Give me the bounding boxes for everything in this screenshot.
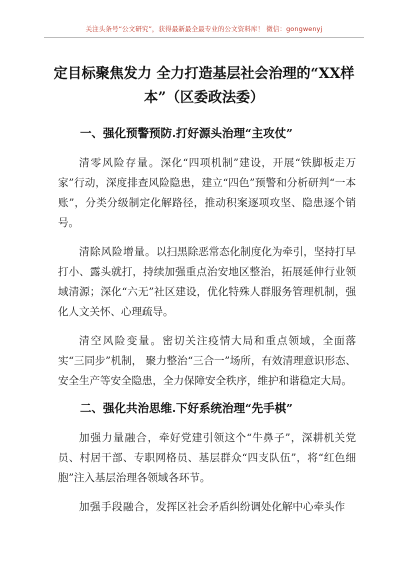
paragraph: [58, 242, 356, 322]
section-heading-2: 二、强化共治思维.下好系统治理“先手棋”: [80, 401, 293, 415]
paragraph-text: 密切关注疫情大局和重点领域，全面落实“三同步”机制， 聚力整治“三合一”场所，有效清理意识形态、安全生产等安全隐患，全力保障安全秩序，维护和谐稳定大局。: [58, 335, 357, 387]
paragraph: [58, 497, 356, 517]
paragraph: [58, 428, 356, 488]
document-title: 定目标聚焦发力 全力打造基层社会治理的“XX样本”（区委政法委）: [53, 66, 355, 106]
document-body: [58, 125, 356, 526]
paragraph-text: 牵好党建引领这个“牛鼻子”，深耕机关党员、村居干部、专职网格员、基层群众“四支队伍”，将“红色细胞”注入基层治理各领域各环节。: [58, 432, 356, 484]
paragraph-text: 以扫黑除恶常态化制度化为牵引，坚持打早打小、露头就打，持续加强重点治安地区整治，拓展延伸行业领域清源；深化“六无”社区建设，优化特殊人群服务管理机制，强化人文关怀、心理疏导。: [58, 246, 356, 318]
paragraph: [58, 153, 356, 233]
paragraph-lead: 清零风险存量。: [79, 157, 161, 169]
paragraph-text: 深化“四项机制”建设，开展“铁脚板走万家”行动，深度排查风险隐患，建立“四色”预警和分析研判“一本账”，分类分级制定化解路径，推动积案逐项攻坚、隐患逐个销号。: [58, 157, 356, 229]
header-divider: [44, 37, 364, 38]
paragraph-text: 发挥区社会矛盾纠纷调处化解中心牵头作: [156, 501, 345, 513]
paragraph-lead: 加强手段融合，: [79, 501, 156, 513]
paragraph-lead: 清除风险增量。: [79, 246, 157, 258]
paragraph-lead: 加强力量融合，: [79, 432, 160, 444]
section-heading-1: 一、强化预警预防.打好源头治理“主攻仗”: [80, 126, 293, 140]
promo-banner: 关注头条号“公文研究”，获得最新最全最专业的公文资料库！ 微信：gongwenyj: [85, 25, 323, 33]
paragraph-lead: 清空风险变量。: [79, 335, 163, 347]
paragraph: [58, 331, 356, 391]
